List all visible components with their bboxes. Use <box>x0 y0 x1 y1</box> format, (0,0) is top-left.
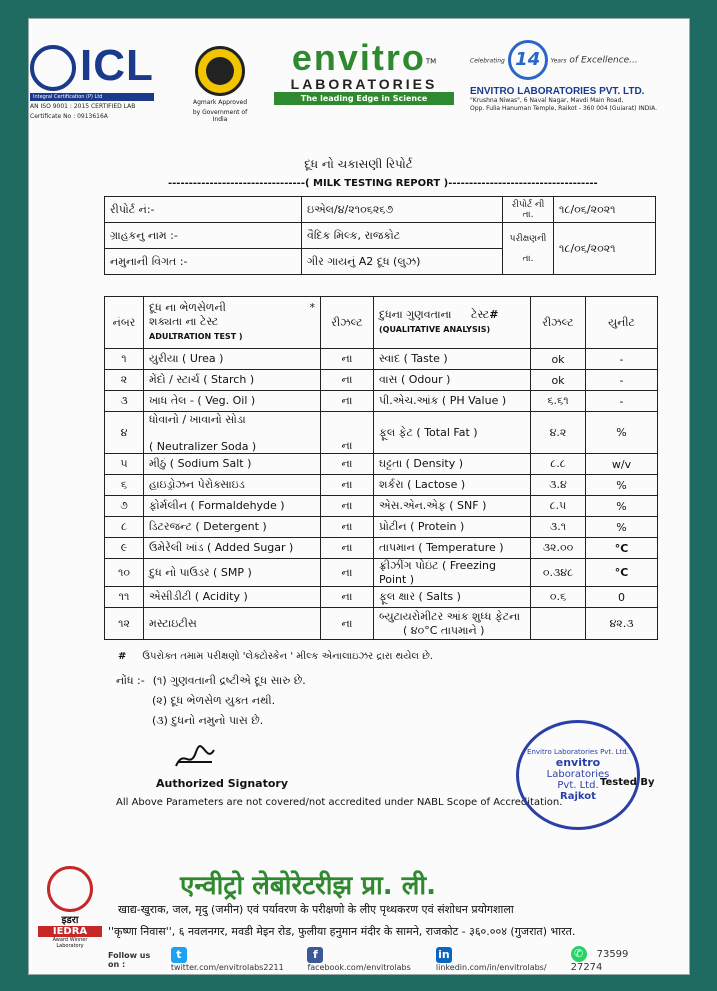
row-no: ૧૦ <box>105 559 144 587</box>
table-row <box>105 391 658 412</box>
row-no: ૪ <box>105 412 144 454</box>
company-name: ENVITRO LABORATORIES PVT. LTD. <box>470 86 645 97</box>
facebook-link[interactable]: ffacebook.com/envitrolabs <box>307 948 411 972</box>
celebrating-text: Celebrating <box>470 57 505 65</box>
report-info-table <box>104 196 656 275</box>
adulteration-result: ના <box>321 349 374 370</box>
report-no-value: ઇએલ/૪/૨૧૦૬૨૬૭ <box>302 197 503 223</box>
adulteration-test: એસીડીટી ( Acidity ) <box>144 587 321 608</box>
footnote: # ઉપરોક્ત તમામ પરીક્ષણો 'લેક્ટોસ્કેન ' મીલ્ક એનાલાઇઝર દ્રારા થયેલ છે. <box>118 651 434 662</box>
years-badge: 14 <box>508 40 548 80</box>
unit: - <box>586 370 658 391</box>
footer-hindi-line1: खाद्य-खुराक, जल, मृदु (जमीन) एवं पर्यावरण के परीक्षणो के लीए पृथ्थकरण एवं संशोधन प्रयोगशाला <box>118 903 514 916</box>
facebook-icon: f <box>307 947 323 963</box>
agmark-seal-icon <box>195 46 245 96</box>
unit: % <box>586 475 658 496</box>
icl-subtitle: Integral Certification (P) Ltd <box>30 93 154 101</box>
qualitative-result: ok <box>531 370 586 391</box>
adulteration-result: ના <box>321 412 374 454</box>
footer-hindi-line2: ''कृष्णा निवास'', ६ नवलनगर, मवडी मेइन रोड, फुलीया हनुमान मंदीर के सामने, राजकोट - ३६०.००४ (गुजरात) भारत. <box>108 925 576 938</box>
row-no: ૧૧ <box>105 587 144 608</box>
adulteration-result: ના <box>321 454 374 475</box>
adulteration-test: ફોર્મલીન ( Formaldehyde ) <box>144 496 321 517</box>
icl-cert-line1: AN ISO 9001 : 2015 CERTIFIED LAB <box>30 103 136 111</box>
note-1: (૧) ગુણવતાની દ્રષ્ટીએ દૂધ સારુ છે. <box>152 674 306 687</box>
adulteration-test: ખાધ તેલ - ( Veg. Oil ) <box>144 391 321 412</box>
lab-stamp: Envitro Laboratories Pvt. Ltd. envitro Laboratories Pvt. Ltd. Rajkot <box>516 720 640 830</box>
row-no: ૯ <box>105 538 144 559</box>
adulteration-result: ના <box>321 538 374 559</box>
qualitative-test: પ્રોટીન ( Protein ) <box>374 517 531 538</box>
adulteration-result: ના <box>321 391 374 412</box>
signature-icon <box>172 744 216 772</box>
unit: % <box>586 496 658 517</box>
excellence-text: of Excellence... <box>569 55 638 66</box>
adulteration-result: ના <box>321 587 374 608</box>
adulteration-result: ના <box>321 475 374 496</box>
phone-link[interactable]: ✆ 73599 27274 <box>570 947 629 973</box>
adulteration-result: ના <box>321 608 374 640</box>
report-title-gujarati: દૂધ નો ચકાસણી રિપોર્ટ <box>304 157 413 171</box>
note-3: (૩) દુધનો નમુનો પાસ છે. <box>152 714 264 727</box>
years-text: Years <box>550 57 567 65</box>
envitro-labs: LABORATORIES <box>290 76 438 92</box>
unit: 0 <box>586 587 658 608</box>
linkedin-icon: in <box>436 947 452 963</box>
table-row <box>105 608 658 640</box>
unit: - <box>586 349 658 370</box>
qualitative-test: શર્કરા ( Lactose ) <box>374 475 531 496</box>
icl-logo: ICL Integral Certification (P) Ltd AN ISO 9001 : 2015 CERTIFIED LAB Certificate No : 0913616A <box>30 44 180 121</box>
table-row <box>105 412 658 454</box>
qualitative-test: વાસ ( Odour ) <box>374 370 531 391</box>
qualitative-result: ૬.૬૧ <box>531 391 586 412</box>
adulteration-test: મસ્ટાઇટીસ <box>144 608 321 640</box>
col-header-qualitative: દુધના ગુણવતાના ટેસ્ટ# (QUALITATIVE ANALYSIS) <box>374 297 531 349</box>
notes-label: નોંધ :- <box>116 674 145 687</box>
agmark-logo <box>188 46 252 123</box>
adulteration-result: ના <box>321 559 374 587</box>
nabl-disclaimer: All Above Parameters are not covered/not accredited under NABL Scope of Accreditation. <box>116 797 563 808</box>
row-no: ૬ <box>105 475 144 496</box>
report-date-value: ૧૮/૦૬/૨૦૨૧ <box>554 197 656 223</box>
india-map-icon <box>47 866 93 912</box>
unit: - <box>586 391 658 412</box>
test-date-label: પરીક્ષણની તા. <box>503 223 554 275</box>
icl-cert-line2: Certificate No : 0913616A <box>30 113 108 121</box>
qualitative-test: એસ.એન.એફ ( SNF ) <box>374 496 531 517</box>
row-no: ૨ <box>105 370 144 391</box>
notes-block <box>116 671 306 731</box>
qualitative-result <box>531 608 586 640</box>
unit: °C <box>586 559 658 587</box>
whatsapp-icon: ✆ <box>571 946 587 962</box>
adulteration-test: હાઇડ્રોઝન પેરોક્સાઇડ <box>144 475 321 496</box>
table-row <box>105 454 658 475</box>
qualitative-test: ફ્રીઝીંગ પોઇંટ ( Freezing Point ) <box>374 559 531 587</box>
qualitative-test: ફૂલ ક્ષાર ( Salts ) <box>374 587 531 608</box>
qualitative-test: સ્વાદ ( Taste ) <box>374 349 531 370</box>
agmark-line1: Agmark Approved <box>192 99 248 106</box>
follow-label: Follow us on : <box>108 950 151 969</box>
tested-by: Tested By <box>600 777 655 788</box>
authorized-signatory: Authorized Signatory <box>156 777 288 790</box>
customer-label: ગ્રાહકનુ નામ :- <box>105 223 302 249</box>
unit: °C <box>586 538 658 559</box>
adulteration-test: મેંદો / સ્ટાર્ચ ( Starch ) <box>144 370 321 391</box>
qualitative-test: બ્યુટાયરોમીટર આંક શુધ્ધ ફેટના ( ૪૦°C તાપમાને ) <box>374 608 531 640</box>
col-header-adulteration: દૂધ ના ભેળસેળની * શક્યતા ના ટેસ્ટ ADULTRATION TEST ) <box>144 297 321 349</box>
col-header-result2: રીઝલ્ટ <box>531 297 586 349</box>
table-row <box>105 587 658 608</box>
note-2: (૨) દૂધ ભેળસેળ યુક્ત નથી. <box>152 694 276 707</box>
adulteration-result: ના <box>321 370 374 391</box>
row-no: ૧૨ <box>105 608 144 640</box>
twitter-link[interactable]: ttwitter.com/envitrolabs2211 <box>170 948 284 972</box>
report-date-label: રીપોર્ટ ની તા. <box>503 197 554 223</box>
row-no: ૭ <box>105 496 144 517</box>
twitter-icon: t <box>171 947 187 963</box>
test-date-value: ૧૮/૦૬/૨૦૨૧ <box>554 223 656 275</box>
signature-mark <box>172 744 216 776</box>
company-addr1: "Krushna Niwas", 6 Naval Nagar, Mavdi Main Road, <box>470 97 624 104</box>
qualitative-result: ૦.૬ <box>531 587 586 608</box>
adulteration-test: ધોવાનો / ખાવાનો સોડા ( Neutralizer Soda ) <box>144 412 321 454</box>
row-no: ૮ <box>105 517 144 538</box>
qualitative-result: ૩.૧ <box>531 517 586 538</box>
adulteration-test: મીઠું ( Sodium Salt ) <box>144 454 321 475</box>
globe-icon <box>30 45 76 91</box>
table-row <box>105 475 658 496</box>
table-row <box>105 349 658 370</box>
qualitative-result: ok <box>531 349 586 370</box>
row-no: ૧ <box>105 349 144 370</box>
adulteration-test: યુરીયા ( Urea ) <box>144 349 321 370</box>
adulteration-result: ના <box>321 496 374 517</box>
qualitative-test: પી.એચ.આંક ( PH Value ) <box>374 391 531 412</box>
envitro-tagline: The leading Edge in Science <box>274 92 454 105</box>
qualitative-result: ૮.૮ <box>531 454 586 475</box>
report-title-english: ---------------------------------( MILK TESTING REPORT )------------------------------------ <box>168 178 598 189</box>
table-row <box>105 496 658 517</box>
qualitative-result: ૦.૩૪૮ <box>531 559 586 587</box>
linkedin-link[interactable]: inlinkedin.com/in/envitrolabs/ <box>435 948 547 972</box>
iedra-logo: इडरा IEDRA Award Winner Laboratory <box>38 866 102 949</box>
company-addr2: Opp. Fulia Hanuman Temple, Raikot - 360 004 (Guiarat) INDIA. <box>470 105 657 112</box>
qualitative-result: ૩૨.૦૦ <box>531 538 586 559</box>
agmark-line2: by Government of India <box>192 109 248 123</box>
adulteration-test: ડિટરજન્ટ ( Detergent ) <box>144 517 321 538</box>
qualitative-test: ઘટ્ટતા ( Density ) <box>374 454 531 475</box>
report-no-label: રીપોર્ટ નં:- <box>105 197 302 223</box>
adulteration-result: ના <box>321 517 374 538</box>
table-row <box>105 538 658 559</box>
footer-hindi-name: एन्वीट्रो लेबोरेटरीझ प्रा. ली. <box>180 871 436 901</box>
envitro-logo: envitro™ LABORATORIES The leading Edge in Science <box>274 40 454 105</box>
unit: ૪૨.૩ <box>586 608 658 640</box>
results-table <box>104 296 658 640</box>
col-header-no: નંબર <box>105 297 144 349</box>
social-links <box>108 946 668 973</box>
adulteration-test: દુધ નો પાઉડર ( SMP ) <box>144 559 321 587</box>
col-header-result: રીઝલ્ટ <box>321 297 374 349</box>
company-block <box>470 40 670 113</box>
qualitative-result: ૮.૫ <box>531 496 586 517</box>
sample-value: ગીર ગાયનું A2 દૂધ (લુઝ) <box>302 249 503 275</box>
row-no: ૫ <box>105 454 144 475</box>
qualitative-test: તાપમાન ( Temperature ) <box>374 538 531 559</box>
qualitative-test: ફૂલ ફેટ ( Total Fat ) <box>374 412 531 454</box>
unit: % <box>586 517 658 538</box>
table-row <box>105 517 658 538</box>
table-row <box>105 559 658 587</box>
sample-label: નમુનાની વિગત :- <box>105 249 302 275</box>
unit: w/v <box>586 454 658 475</box>
col-header-unit: યુનીટ <box>586 297 658 349</box>
qualitative-result: ૩.૪ <box>531 475 586 496</box>
customer-value: વૈદિક મિલ્ક, રાજકોટ <box>302 223 503 249</box>
qualitative-result: ૪.૨ <box>531 412 586 454</box>
adulteration-test: ઉમેરેલી ખાંડ ( Added Sugar ) <box>144 538 321 559</box>
unit: % <box>586 412 658 454</box>
row-no: ૩ <box>105 391 144 412</box>
table-row <box>105 370 658 391</box>
